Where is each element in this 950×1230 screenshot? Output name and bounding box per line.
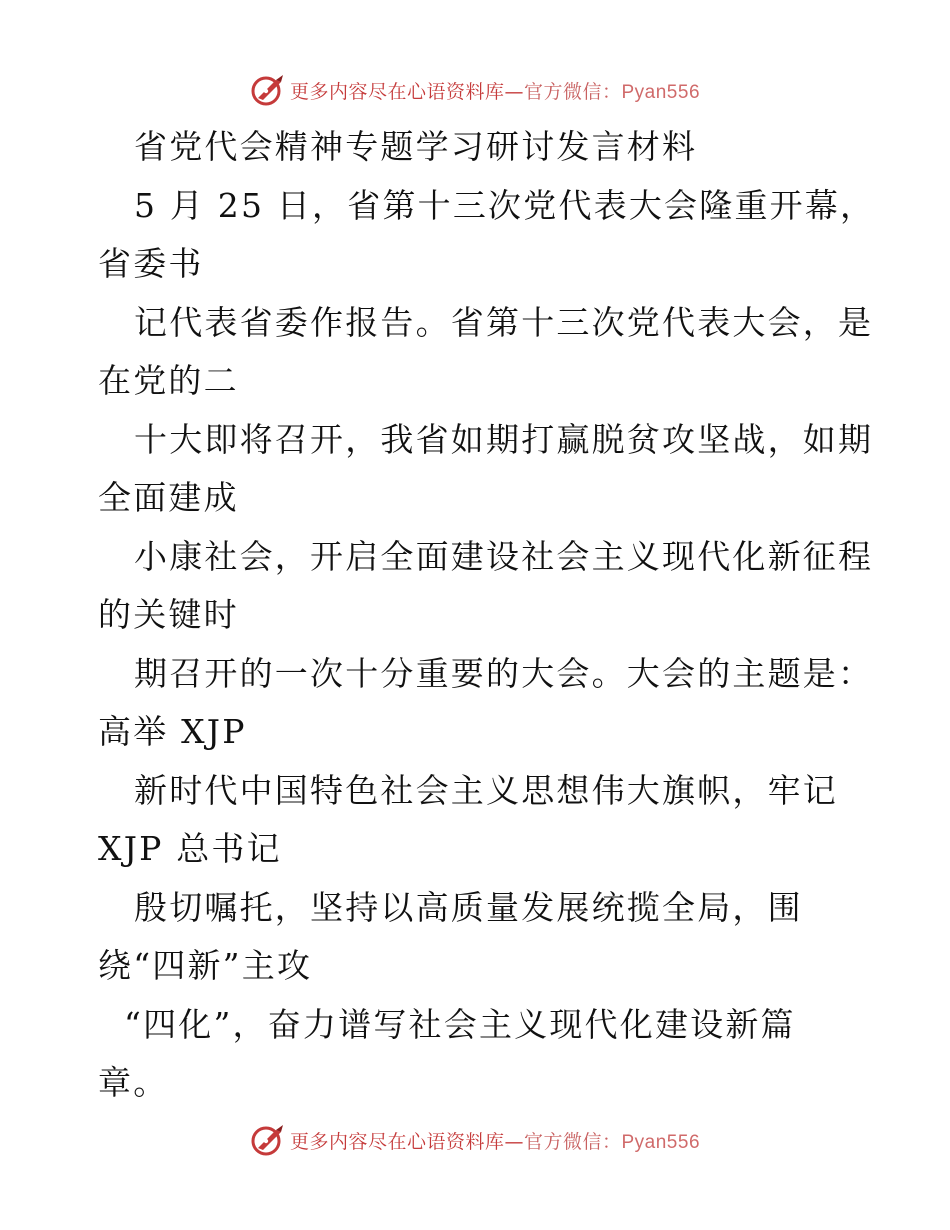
paragraph-line: 殷切嘱托，坚持以高质量发展统揽全局，围 bbox=[134, 887, 803, 927]
watermark-text: 更多内容尽在心语资料库—官方微信：Pyan556 bbox=[289, 80, 701, 103]
paragraph-line: 在党的二 bbox=[98, 361, 239, 400]
paragraph-line: XJP 总书记 bbox=[98, 829, 282, 868]
paragraph-line: 小康社会，开启全面建设社会主义现代化新征程 bbox=[134, 536, 874, 576]
paragraph-line: “四化”，奋力谱写社会主义现代化建设新篇 bbox=[124, 1004, 796, 1044]
document-title: 省党代会精神专题学习研讨发言材料 bbox=[134, 127, 698, 166]
paragraph-line: 绕“四新”主攻 bbox=[98, 946, 313, 985]
paragraph-line: 高举 XJP bbox=[98, 712, 247, 751]
red-pen-nib-logo-icon bbox=[250, 72, 286, 108]
paragraph-line: 的关键时 bbox=[98, 595, 239, 634]
paragraph-line: 全面建成 bbox=[98, 478, 239, 517]
paragraph-line: 章。 bbox=[98, 1063, 169, 1102]
paragraph-line: 十大即将召开，我省如期打赢脱贫攻坚战，如期 bbox=[134, 419, 874, 459]
document-body bbox=[98, 118, 876, 1113]
paragraph-line: 新时代中国特色社会主义思想伟大旗帜，牢记 bbox=[134, 770, 838, 810]
footer-watermark bbox=[0, 1120, 950, 1160]
header-watermark bbox=[0, 70, 950, 110]
paragraph-line: 5 月 25 日，省第十三次党代表大会隆重开幕， bbox=[134, 185, 876, 225]
paragraph-line: 期召开的一次十分重要的大会。大会的主题是： bbox=[134, 653, 874, 693]
paragraph-line: 记代表省委作报告。省第十三次党代表大会，是 bbox=[134, 302, 874, 342]
red-pen-nib-logo-icon bbox=[250, 1122, 286, 1158]
paragraph-line: 省委书 bbox=[98, 244, 204, 283]
watermark-text: 更多内容尽在心语资料库—官方微信：Pyan556 bbox=[289, 1130, 701, 1153]
